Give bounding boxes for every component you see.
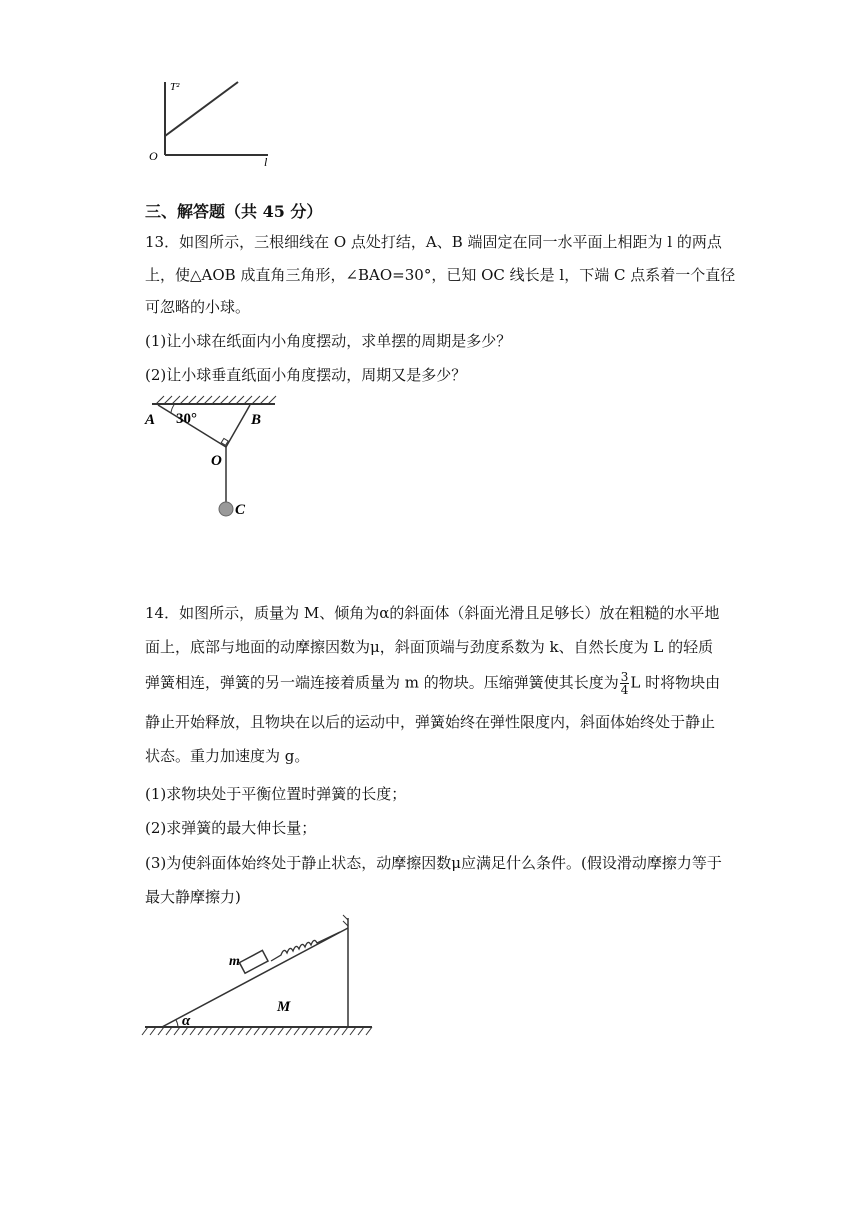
ceiling-hatching: [152, 396, 276, 404]
section-heading: 三、解答题（共 45 分）: [145, 202, 323, 221]
q13-line-2: 上，使△AOB 成直角三角形，∠BAO=30°，已知 OC 线长是 l，下端 C 点系着一个直径: [145, 266, 736, 284]
y-axis-label: T²: [170, 81, 180, 93]
string-bo: [226, 405, 250, 447]
q13-line-1: 13．如图所示，三根细线在 O 点处打结，A、B 端固定在同一水平面上相距为 l 的两点: [145, 233, 722, 251]
q14-sub-3-cont: 最大静摩擦力): [145, 888, 241, 906]
q13-line-3: 可忽略的小球。: [145, 298, 251, 316]
label-angle: 30°: [176, 411, 197, 427]
q14-line-4: 静止开始释放，且物块在以后的运动中，弹簧始终在弹性限度内，斜面体始终处于静止: [145, 713, 716, 731]
q14-sub-2: (2)求弹簧的最大伸长量；: [145, 819, 317, 837]
label-alpha: α: [182, 1013, 191, 1029]
fraction-numerator: 3: [620, 670, 629, 684]
incline-spring-figure: [140, 910, 380, 1040]
label-b: B: [251, 412, 262, 428]
q14-sub-3: (3)为使斜面体始终处于静止状态，动摩擦因数μ应满足什么条件。(假设滑动摩擦力等于: [145, 854, 722, 872]
spring: [271, 932, 340, 961]
q14-line-5: 状态。重力加速度为 g。: [145, 747, 310, 765]
label-big-m: M: [277, 999, 291, 1015]
label-c: C: [235, 502, 246, 518]
t2-vs-l-graph: [140, 70, 290, 175]
pendulum-figure: [140, 392, 290, 522]
fraction-three-quarters: [620, 671, 630, 696]
x-axis-label: l: [264, 155, 268, 169]
q14-line-3: [145, 671, 720, 696]
angle-arc: [171, 405, 174, 413]
block-m: [239, 950, 268, 973]
q14-line-3-pre: 弹簧相连，弹簧的另一端连接着质量为 m 的物块。压缩弹簧使其长度为: [145, 673, 619, 692]
q13-sub-1: (1)让小球在纸面内小角度摆动，求单摆的周期是多少？: [145, 332, 512, 350]
q13-sub-2: (2)让小球垂直纸面小角度摆动，周期又是多少？: [145, 366, 467, 384]
q14-line-1: 14．如图所示，质量为 M、倾角为α的斜面体（斜面光滑且足够长）放在粗糙的水平地: [145, 604, 720, 622]
label-m: m: [229, 954, 240, 969]
q14-line-2: 面上，底部与地面的动摩擦因数为μ，斜面顶端与劲度系数为 k、自然长度为 L 的轻质: [145, 638, 714, 656]
ball: [219, 502, 233, 516]
fraction-denominator: 4: [620, 683, 629, 697]
ground-hatching: [142, 1027, 372, 1035]
alpha-arc: [176, 1020, 178, 1027]
label-a: A: [145, 412, 156, 428]
q14-line-3-post: L 时将物块由: [630, 673, 721, 692]
q14-sub-1: (1)求物块处于平衡位置时弹簧的长度；: [145, 785, 407, 803]
label-o: O: [211, 453, 222, 469]
origin-label: O: [149, 149, 158, 163]
